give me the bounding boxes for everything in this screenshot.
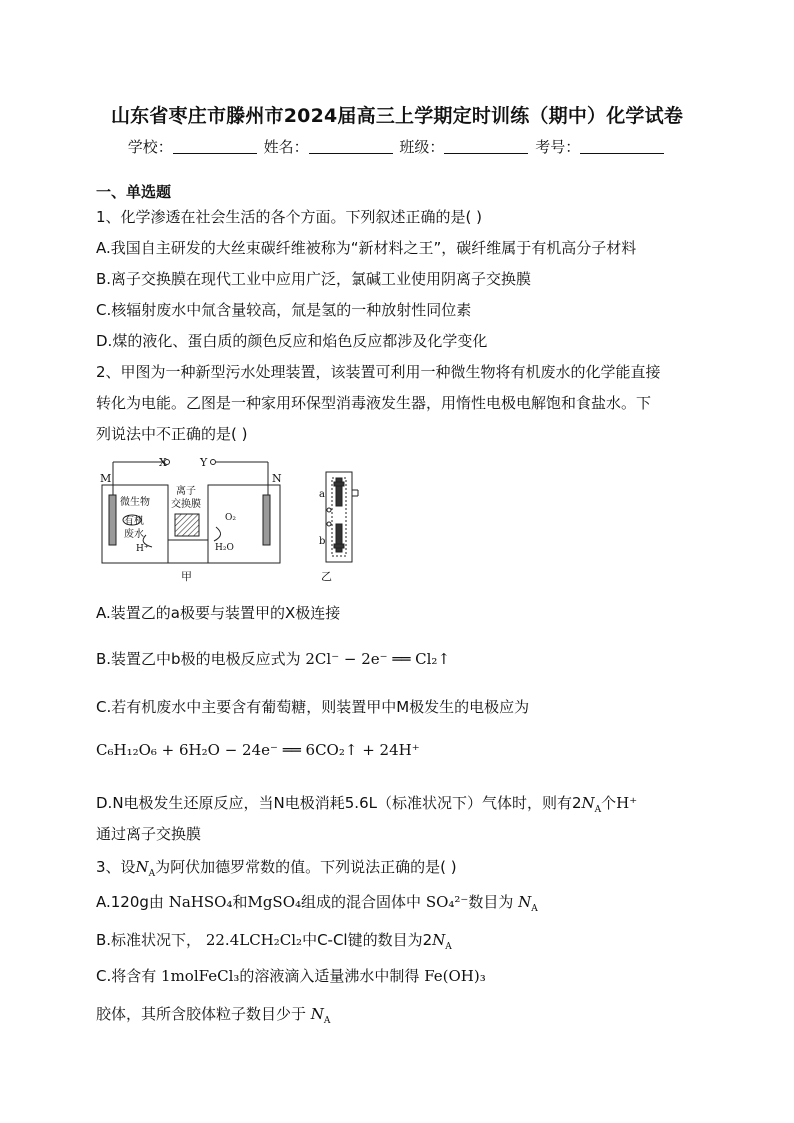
caption-yi: 乙	[321, 570, 332, 583]
q1-option-b: B.离子交换膜在现代工业中应用广泛，氯碱工业使用阴离子交换膜	[96, 270, 532, 288]
q2-stem-line1: 2、甲图为一种新型污水处理装置，该装置可利用一种微生物将有机废水的化学能直接	[96, 363, 661, 381]
q3-option-a	[96, 891, 538, 914]
q3-a-mid: 和	[232, 893, 248, 911]
label-h-plus: H⁺	[136, 544, 149, 554]
q2-option-d-text1: D.N电极发生还原反应，当N电极消耗5.6L（标准状况下）气体时，则有2	[96, 794, 582, 812]
q3-c-pre: C.将含有	[96, 967, 157, 985]
q2-option-b-text: B.装置乙中b极的电极反应式为	[96, 650, 301, 668]
q2-option-d-na: N	[581, 794, 595, 812]
school-label: 学校：	[127, 138, 173, 156]
q1-stem: 1、化学渗透在社会生活的各个方面。下列叙述正确的是( )	[96, 208, 483, 226]
q2-option-a: A.装置乙的a极要与装置甲的X极连接	[96, 604, 341, 622]
student-info-line	[0, 136, 794, 157]
school-blank[interactable]	[173, 139, 257, 154]
class-blank[interactable]	[444, 139, 528, 154]
q3-c-na-sub: A	[323, 1016, 331, 1026]
name-label: 姓名：	[263, 138, 309, 156]
label-x: X	[159, 456, 167, 469]
q3-a-pre: A.120g由	[96, 893, 164, 911]
q2-option-b-formula: 2Cl⁻ − 2e⁻ ══ Cl₂↑	[305, 650, 451, 668]
q3-stem-pre: 3、设	[96, 858, 136, 876]
number-blank[interactable]	[580, 139, 664, 154]
q3-a-f3: SO₄²⁻	[425, 893, 469, 911]
q3-a-f2: MgSO₄	[247, 893, 302, 911]
q2-option-d	[96, 792, 637, 815]
label-a: a	[319, 489, 325, 500]
q3-c-f2: Fe(OH)₃	[424, 967, 486, 985]
label-y: Y	[200, 456, 208, 469]
q3-na: N	[135, 858, 149, 876]
q2-figure	[96, 452, 376, 584]
class-label: 班级：	[399, 138, 445, 156]
label-membrane-1: 离子	[176, 486, 196, 497]
q3-b-post: 中C-Cl键的数目为2	[302, 931, 433, 949]
q2-option-b	[96, 648, 450, 669]
number-label: 考号：	[535, 138, 581, 156]
label-membrane-2: 交换膜	[171, 499, 201, 510]
label-b: b	[319, 536, 326, 547]
q3-c-line2: 胶体，其所含胶体粒子数目少于	[96, 1005, 307, 1023]
q2-option-c-formula: C₆H₁₂O₆ + 6H₂O − 24e⁻ ══ 6CO₂↑ + 24H⁺	[96, 741, 420, 759]
q2-option-d-text2: 个	[601, 794, 617, 812]
label-o2: O₂	[225, 513, 236, 523]
exam-title: 山东省枣庄市滕州市2024届高三上学期定时训练（期中）化学试卷	[110, 105, 684, 127]
q3-c-na: N	[310, 1005, 324, 1023]
q2-option-d-h: H⁺	[616, 794, 638, 812]
name-blank[interactable]	[309, 139, 393, 154]
q1-option-d: D.煤的液化、蛋白质的颜色反应和焰色反应都涉及化学变化	[96, 332, 488, 350]
q3-a-na-sub: A	[531, 904, 538, 914]
q3-b-na: N	[432, 931, 446, 949]
q3-b-pre: B.标准状况下，	[96, 931, 202, 949]
q3-b-na-sub: A	[445, 942, 452, 952]
q3-a-mid2: 组成的混合固体中	[301, 893, 422, 911]
label-wastewater: 废水	[124, 529, 144, 540]
q2-stem-line3: 列说法中不正确的是( )	[96, 425, 248, 443]
q3-c-f1: 1molFeCl₃	[161, 967, 240, 985]
caption-jia: 甲	[181, 570, 192, 583]
q2-option-d-line2: 通过离子交换膜	[96, 825, 202, 843]
q1-option-a: A.我国自主研发的大丝束碳纤维被称为“新材料之王”，碳纤维属于有机高分子材料	[96, 239, 637, 257]
q3-a-na: N	[518, 893, 532, 911]
q2-option-c: C.若有机废水中主要含有葡萄糖，则装置甲中M极发生的电极应为	[96, 698, 530, 716]
q3-a-post: 数目为	[468, 893, 514, 911]
q3-b-f: 22.4LCH₂Cl₂	[205, 931, 303, 949]
q3-stem	[96, 856, 457, 879]
label-organic: 有机	[124, 516, 144, 527]
q2-stem-line2: 转化为电能。乙图是一种家用环保型消毒液发生器，用惰性电极电解饱和食盐水。下	[96, 394, 652, 412]
q3-option-b	[96, 929, 452, 952]
section-heading: 一、单选题	[96, 183, 172, 201]
label-m: M	[100, 472, 112, 485]
label-n: N	[272, 472, 282, 485]
q3-option-c	[96, 965, 486, 986]
figure-jia	[102, 460, 280, 564]
label-microbe: 微生物	[120, 497, 150, 508]
q2-option-d-na-sub: A	[594, 805, 602, 815]
q3-c-mid: 的溶液滴入适量沸水中制得	[239, 967, 420, 985]
figure-yi	[326, 472, 358, 562]
q3-a-f1: NaHSO₄	[168, 893, 233, 911]
q1-option-c: C.核辐射废水中氚含量较高，氚是氢的一种放射性同位素	[96, 301, 472, 319]
q3-option-c-line2	[96, 1003, 330, 1026]
q3-stem-post: 为阿伏加德罗常数的值。下列说法正确的是( )	[155, 858, 457, 876]
label-h2o: H₂O	[215, 543, 234, 553]
q3-na-sub: A	[148, 869, 156, 879]
